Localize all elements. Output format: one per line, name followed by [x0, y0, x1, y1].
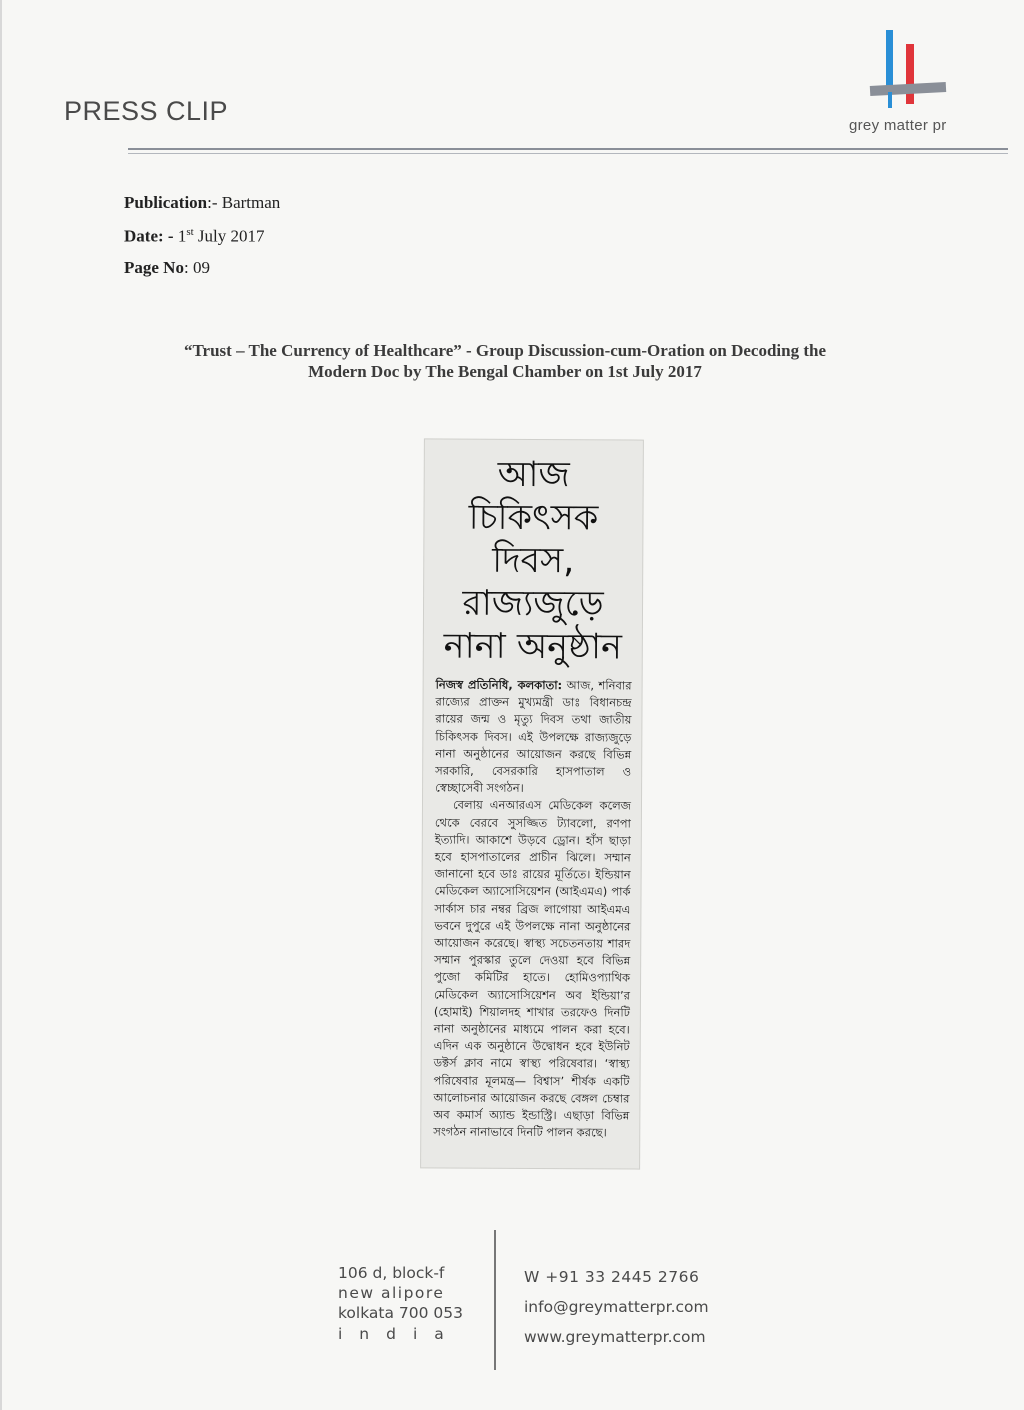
- address-line-3: kolkata 700 053: [338, 1304, 464, 1322]
- address-line-4: india: [338, 1325, 461, 1343]
- phone-number: W +91 33 2445 2766: [524, 1268, 700, 1286]
- page-label: Page No: [124, 258, 184, 277]
- email-address: info@greymatterpr.com: [524, 1298, 709, 1316]
- clipping-paragraph-2: বেলায় এনআরএস মেডিকেল কলেজ থেকে বেরবে সুসজ্জিত ট্যাবলো, রণপা ইত্যাদি। আকাশে উড়বে ড্রোন। হাঁস ছাড়া হবে হাসপাতালের প্রাচীন ঝিলে। সম্মান জানানো হবে ডাঃ রায়ের মূর্তিতে। ইন্ডিয়ান মেডিকেল অ্যাসোসিয়েশন (আইএমএ) পার্ক সার্কাস চার নম্বর ব্রিজ লাগোয়া আইএমএ ভবনে দুপুরে এই উপলক্ষে নানা অনুষ্ঠানের আয়োজন করেছে। স্বাস্থ্য সচেতনতায় শারদ সম্মান পুরস্কার তুলে দেওয়া হবে বিভিন্ন পুজো কমিটির হাতে। হোমিওপ্যাথিক মেডিকেল অ্যাসোসিয়েশন অব ইন্ডিয়া’র (হোমাই) শিয়ালদহ শাখার তরফেও দিনটি নানা অনুষ্ঠানের মাধ্যমে পালন করা হবে। এদিন এক অনুষ্ঠানে উদ্বোধন হবে ইউনিট ডক্টর্স ক্লাব নামে স্বাস্থ্য পরিষেবার। ‘স্বাস্থ্য পরিষেবার মূলমন্ত্র— বিশ্বাস’ শীর্ষক একটি আলোচনার আয়োজন করছে বেঙ্গল চেম্বার অব কমার্স অ্যান্ড ইন্ডাস্ট্রি। এছাড়া বিভিন্ন সংগঠন নানাভাবে দিনটি পালন করছে।: [433, 798, 632, 1140]
- publication-line: [124, 193, 280, 213]
- website-url: www.greymatterpr.com: [524, 1328, 706, 1346]
- publication-value: :- Bartman: [207, 193, 281, 212]
- address-line-1: 106 d, block-f: [338, 1264, 445, 1282]
- headline-line-1: “Trust – The Currency of Healthcare” - Group Discussion-cum-Oration on Decoding the: [183, 341, 827, 360]
- newspaper-clipping: [421, 439, 643, 1168]
- clipping-paragraph-1-text: আজ, শনিবার রাজ্যের প্রাক্তন মুখ্যমন্ত্রী ডাঃ বিধানচন্দ্র রায়ের জন্ম ও মৃত্যু দিবস তথা জাতীয় চিকিৎসক দিবস। এই উপলক্ষে রাজ্যজুড়ে নানা অনুষ্ঠানের আয়োজন করছে বিভিন্ন সরকারি, বেসরকারি হাসপাতাল ও স্বেচ্ছাসেবী সংগঠন।: [435, 678, 632, 796]
- page-title: PRESS CLIP: [64, 96, 229, 126]
- headline-line-2: Modern Doc by The Bengal Chamber on 1st July 2017: [308, 362, 702, 381]
- header-rule: [128, 148, 1008, 150]
- clipping-paragraph-1: [435, 676, 632, 797]
- clipping-title-line-1: আজ চিকিৎসক: [468, 454, 599, 539]
- header-rule-thin: [128, 153, 1008, 154]
- date-suffix: st: [186, 226, 194, 238]
- date-rest: July 2017: [193, 226, 265, 246]
- page-value: : 09: [183, 258, 210, 277]
- clipping-title-line-2: দিবস, রাজ্যজুড়ে: [462, 540, 604, 625]
- date-line: [124, 226, 265, 247]
- grey-matter-logo-icon: [858, 26, 958, 112]
- clipping-title-line-3: নানা অনুষ্ঠান: [443, 626, 623, 668]
- clipping-body: [433, 676, 631, 1142]
- logo-text: grey matter pr: [849, 117, 947, 134]
- clipping-byline: নিজস্ব প্রতিনিধি, কলকাতা:: [435, 677, 563, 693]
- date-day: 1: [173, 226, 187, 246]
- address-line-2: new alipore: [338, 1284, 445, 1302]
- publication-label: Publication: [124, 193, 208, 212]
- page-edge: [0, 0, 2, 1410]
- clipping-title: [432, 453, 635, 669]
- page-number-line: [124, 258, 210, 278]
- clip-headline: [100, 340, 910, 382]
- footer-divider: [494, 1230, 496, 1370]
- date-label: Date: -: [124, 226, 174, 246]
